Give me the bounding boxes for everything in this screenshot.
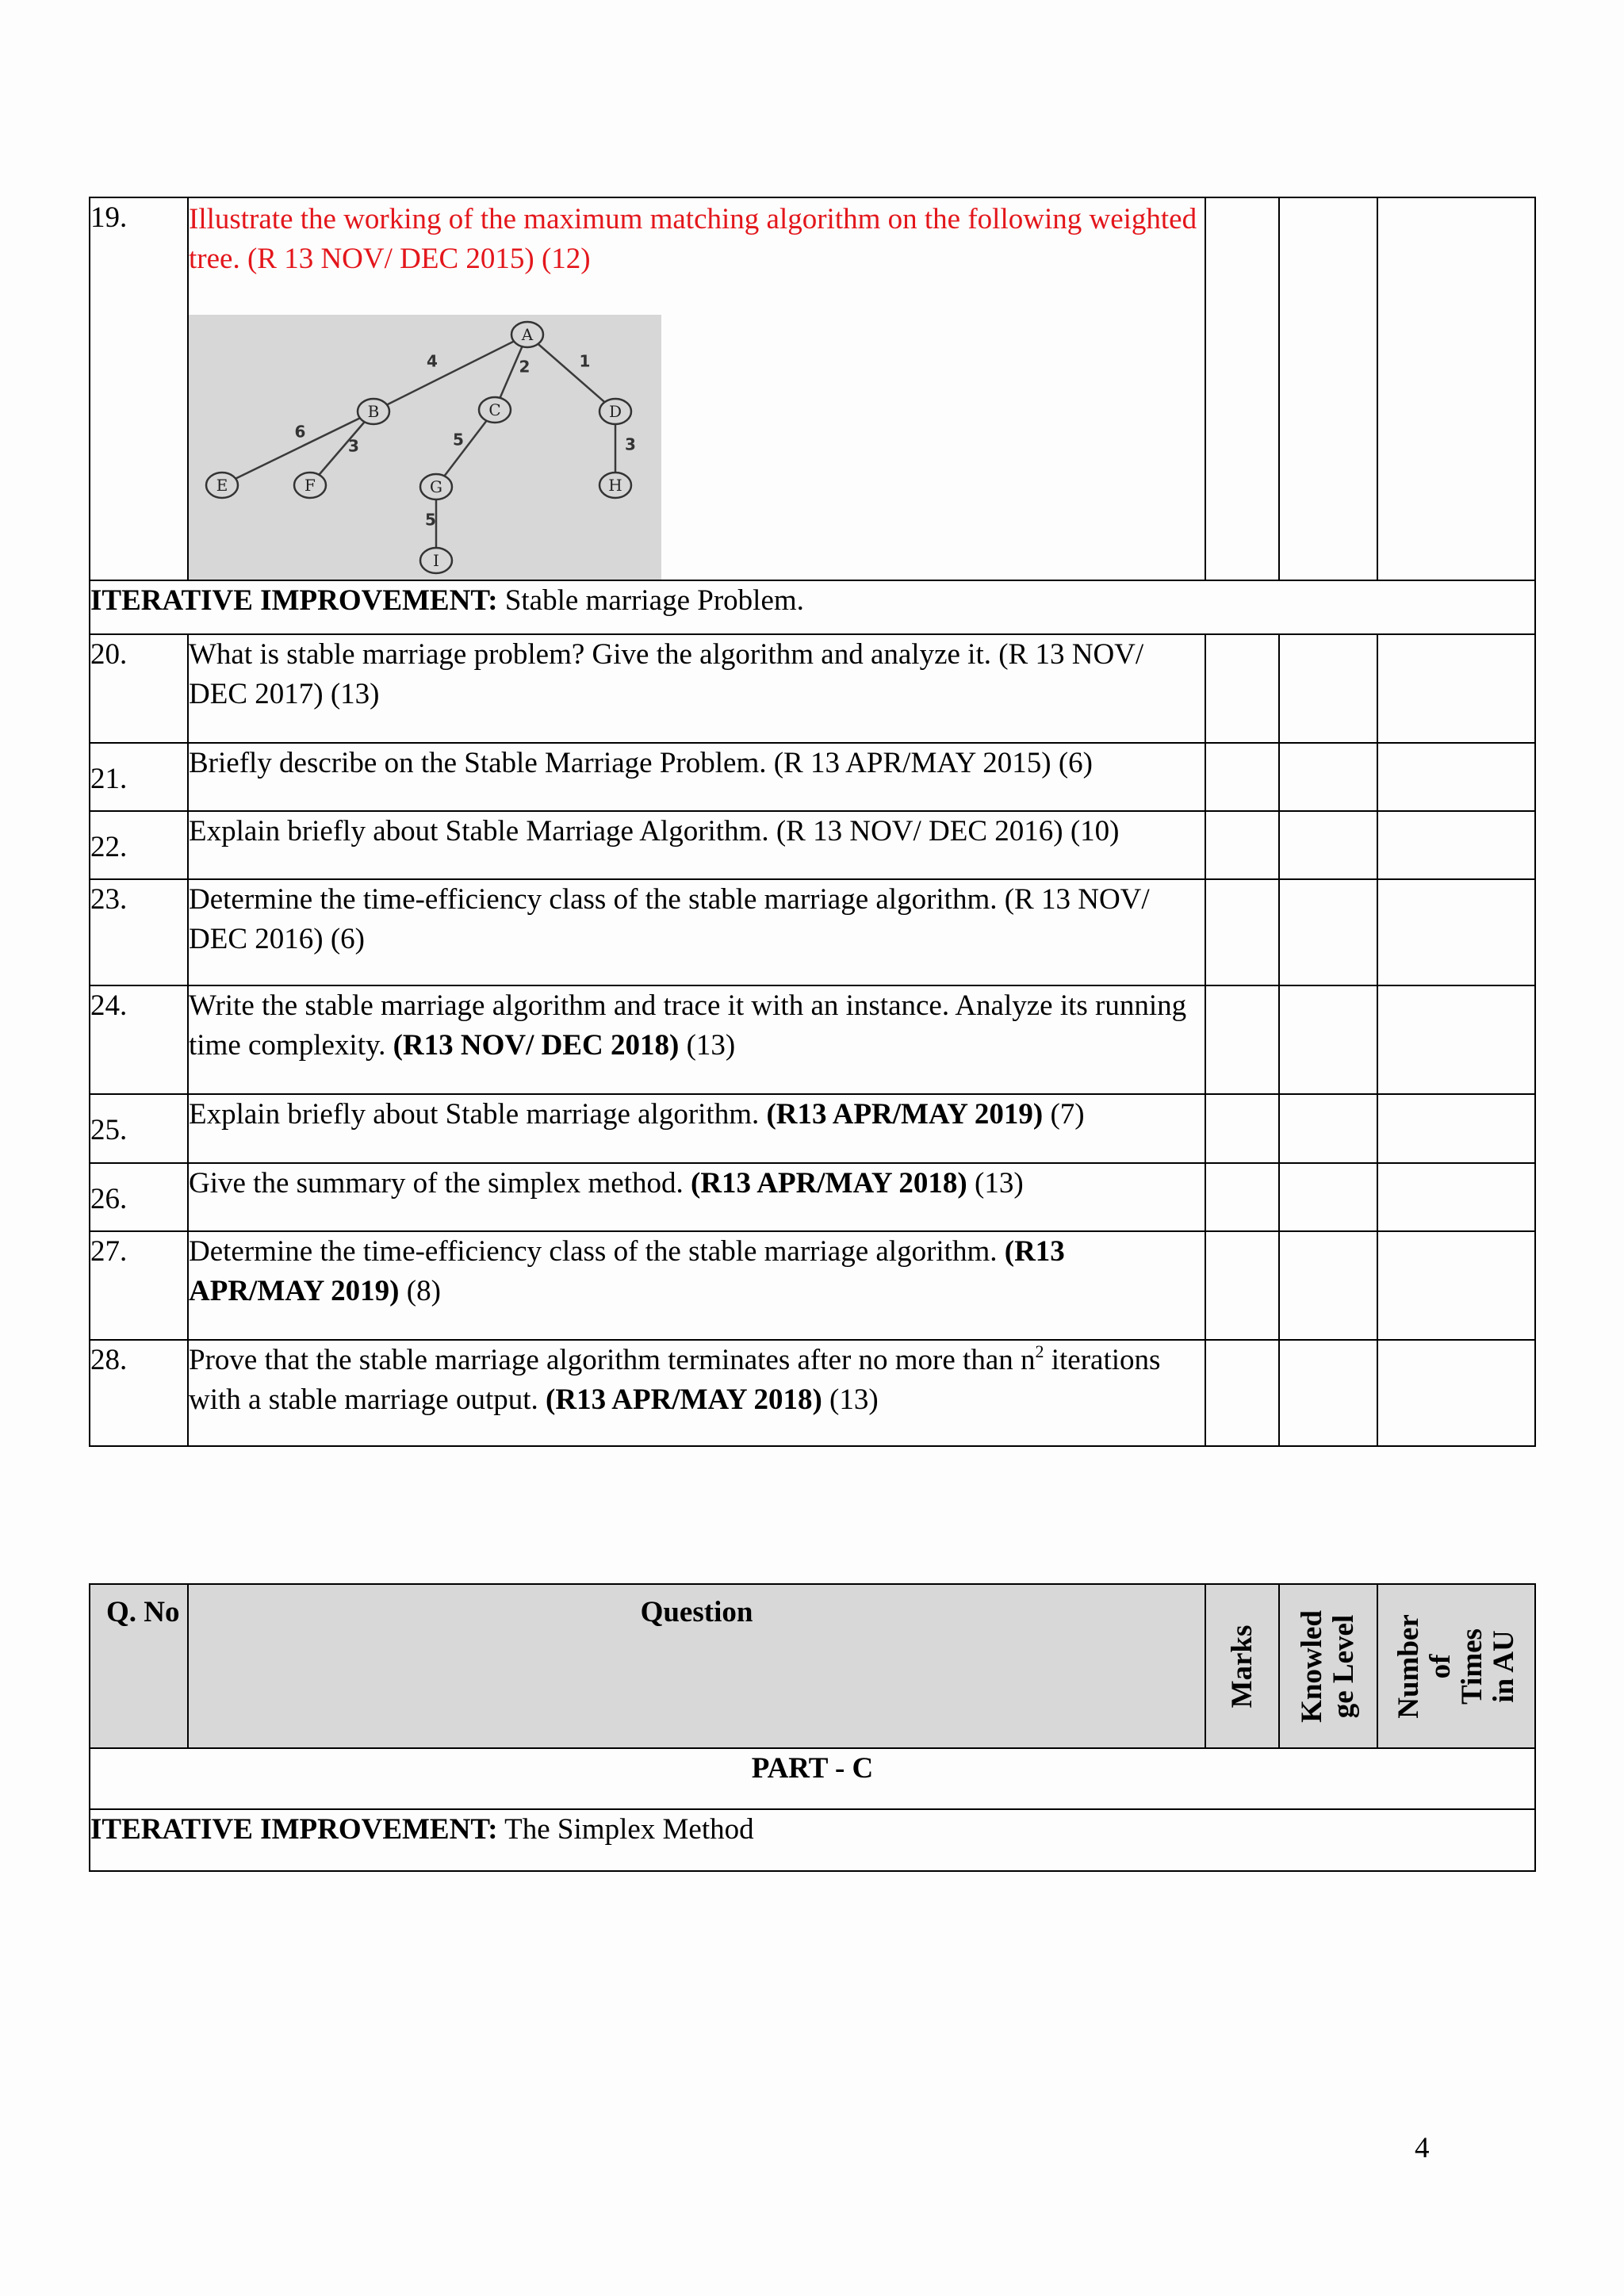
question-row [90, 811, 1535, 879]
header-qno: Q. No [90, 1584, 188, 1748]
question-number: 20. [90, 634, 188, 743]
marks-cell [1205, 811, 1279, 879]
question-marks: (8) [399, 1275, 441, 1307]
header-knowledge-line: ge Level [1327, 1614, 1360, 1718]
marks-cell [1205, 879, 1279, 985]
question-text-part: Prove that the stable marriage algorithm terminates after no more than n [189, 1344, 1036, 1376]
header-times-line: Times [1455, 1628, 1488, 1705]
times-in-au-cell [1377, 1340, 1535, 1446]
question-number: 27. [90, 1231, 188, 1340]
times-in-au-cell [1377, 1094, 1535, 1163]
question-text [188, 1094, 1205, 1163]
question-text-part: Give the summary of the simplex method. [189, 1167, 691, 1200]
marks-cell [1205, 634, 1279, 743]
question-text-part: iterations with a stable marriage output. [189, 1344, 1161, 1416]
question-source: (R13 APR/MAY 2019) [766, 1098, 1044, 1131]
question-text: Explain briefly about Stable Marriage Algorithm. (R 13 NOV/ DEC 2016) (10) [188, 811, 1205, 879]
knowledge-level-cell [1279, 743, 1377, 811]
question-number: 19. [90, 197, 188, 580]
question-marks: (7) [1043, 1098, 1085, 1131]
header-marks [1205, 1584, 1279, 1748]
question-row [90, 1094, 1535, 1163]
question-text [188, 1163, 1205, 1231]
question-text-part: Write the stable marriage algorithm and trace it with an instance. Analyze its running time complexity. [189, 989, 1187, 1062]
marks-cell [1205, 1340, 1279, 1446]
question-text [188, 985, 1205, 1094]
question-row [90, 1231, 1535, 1340]
table-header-row [90, 1584, 1535, 1748]
question-text-part: Explain briefly about Stable marriage algorithm. [189, 1098, 767, 1131]
question-text-part: Determine the time-efficiency class of the stable marriage algorithm. [189, 1235, 1005, 1268]
header-times-label [1393, 1614, 1520, 1719]
question-text: Briefly describe on the Stable Marriage Problem. (R 13 APR/MAY 2015) (6) [188, 743, 1205, 811]
marks-cell [1205, 1094, 1279, 1163]
times-in-au-cell [1377, 197, 1535, 580]
marks-cell [1205, 743, 1279, 811]
knowledge-level-cell [1279, 879, 1377, 985]
question-marks: (13) [967, 1167, 1024, 1200]
question-source: (R13 APR/MAY 2018) [691, 1167, 967, 1200]
marks-cell [1205, 1231, 1279, 1340]
knowledge-level-cell [1279, 1094, 1377, 1163]
header-knowledge-level [1279, 1584, 1377, 1748]
question-text: What is stable marriage problem? Give the algorithm and analyze it. (R 13 NOV/ DEC 2017) (13) [188, 634, 1205, 743]
section-heading [90, 580, 1535, 634]
superscript: 2 [1035, 1341, 1044, 1361]
section-heading-row [90, 580, 1535, 634]
edge-weight-label: 3 [348, 436, 359, 456]
question-source: (R13 NOV/ DEC 2018) [393, 1029, 680, 1062]
question-row [90, 634, 1535, 743]
marks-cell [1205, 1163, 1279, 1231]
tree-node-label: C [488, 400, 501, 419]
section-label: ITERATIVE IMPROVEMENT: [90, 584, 498, 617]
question-marks: (13) [822, 1383, 879, 1416]
section-topic: Stable marriage Problem. [497, 584, 804, 617]
times-in-au-cell [1377, 634, 1535, 743]
question-row [90, 1163, 1535, 1231]
question-row [90, 879, 1535, 985]
tree-node-label: A [521, 325, 534, 344]
edge-weight-label: 5 [425, 510, 436, 530]
question-row [90, 985, 1535, 1094]
tree-node-label: F [304, 476, 316, 495]
part-c-table [89, 1583, 1536, 1872]
times-in-au-cell [1377, 879, 1535, 985]
marks-cell [1205, 197, 1279, 580]
question-number: 26. [90, 1163, 188, 1231]
knowledge-level-cell [1279, 1163, 1377, 1231]
edge-weight-label: 6 [294, 422, 306, 442]
header-times-in-au [1377, 1584, 1535, 1748]
edge-weight-label: 2 [519, 357, 530, 377]
edge-weight-label: 3 [625, 434, 636, 454]
weighted-tree-image [189, 315, 661, 580]
times-in-au-cell [1377, 985, 1535, 1094]
times-in-au-cell [1377, 1163, 1535, 1231]
questions-table [89, 197, 1536, 1447]
weighted-tree-diagram [189, 315, 661, 580]
header-question: Question [188, 1584, 1205, 1748]
section-heading [90, 1809, 1535, 1871]
header-times-line: Number [1392, 1613, 1425, 1719]
tree-edge [527, 335, 615, 411]
times-in-au-cell [1377, 1231, 1535, 1340]
knowledge-level-cell [1279, 197, 1377, 580]
question-row [90, 197, 1535, 580]
question-marks: (13) [679, 1029, 736, 1062]
question-number: 21. [90, 743, 188, 811]
question-number: 22. [90, 811, 188, 879]
knowledge-level-cell [1279, 1231, 1377, 1340]
page-number: 4 [1415, 2132, 1430, 2164]
question-number: 23. [90, 879, 188, 985]
question-row [90, 743, 1535, 811]
question-number: 28. [90, 1340, 188, 1446]
question-text [188, 1340, 1205, 1446]
part-c-title: PART - C [90, 1748, 1535, 1809]
marks-cell [1205, 985, 1279, 1094]
tree-node-label: H [608, 476, 622, 495]
tree-node-label: G [430, 477, 442, 496]
times-in-au-cell [1377, 811, 1535, 879]
knowledge-level-cell [1279, 1340, 1377, 1446]
question-row [90, 1340, 1535, 1446]
times-in-au-cell [1377, 743, 1535, 811]
section-heading-row [90, 1809, 1535, 1871]
question-text: Determine the time-efficiency class of the stable marriage algorithm. (R 13 NOV/ DEC 2016) (6) [188, 879, 1205, 985]
knowledge-level-cell [1279, 985, 1377, 1094]
question-text [188, 1231, 1205, 1340]
tree-node-label: D [608, 402, 622, 421]
section-label: ITERATIVE IMPROVEMENT: [90, 1813, 498, 1846]
question-number: 24. [90, 985, 188, 1094]
question-number: 25. [90, 1094, 188, 1163]
question-source: (R13 APR/MAY 2019) [189, 1235, 1065, 1307]
tree-node-label: E [216, 476, 228, 495]
tree-node-label: I [433, 551, 439, 570]
knowledge-level-cell [1279, 811, 1377, 879]
header-marks-label: Marks [1225, 1624, 1258, 1708]
header-knowledge-label [1297, 1610, 1360, 1723]
part-c-row [90, 1748, 1535, 1809]
tree-node-label: B [367, 402, 380, 421]
edge-weight-label: 4 [427, 351, 438, 371]
header-times-line: in AU [1487, 1629, 1520, 1703]
header-times-line: of [1423, 1654, 1457, 1678]
question-cell [188, 197, 1205, 580]
knowledge-level-cell [1279, 634, 1377, 743]
section-topic: The Simplex Method [497, 1813, 754, 1846]
edge-weight-label: 5 [453, 430, 464, 450]
header-knowledge-line: Knowled [1296, 1609, 1328, 1723]
question-text: Illustrate the working of the maximum matching algorithm on the following weighted tree. (R 13 NOV/ DEC 2015) (12) [189, 203, 1197, 275]
edge-weight-label: 1 [579, 351, 591, 371]
question-source: (R13 APR/MAY 2018) [546, 1383, 822, 1416]
